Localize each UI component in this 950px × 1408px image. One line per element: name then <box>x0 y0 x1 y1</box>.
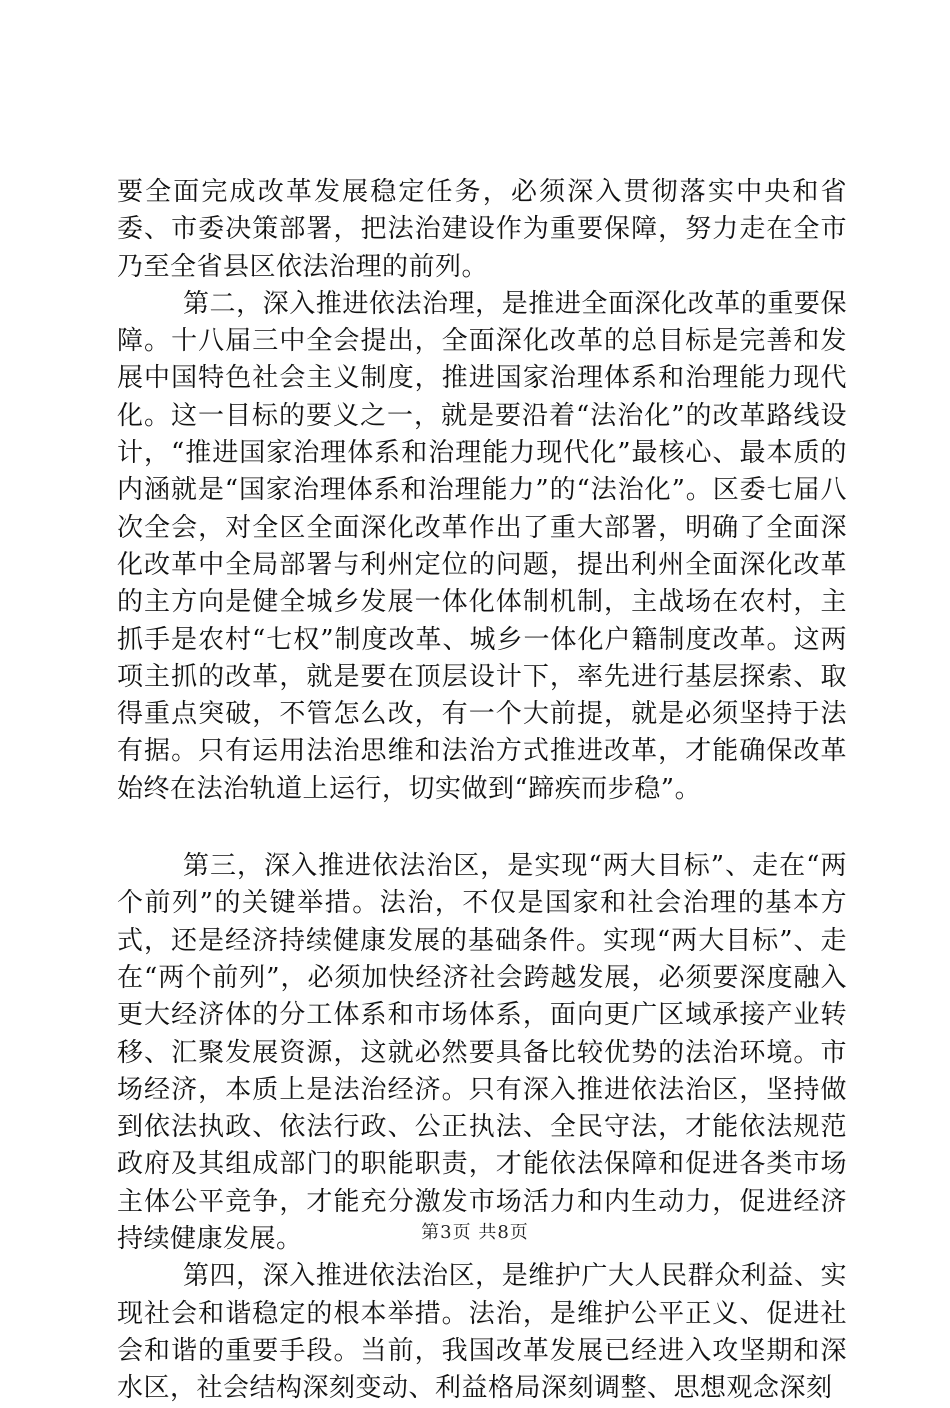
paragraph-continuation: 要全面完成改革发展稳定任务，必须深入贯彻落实中央和省委、市委决策部署，把法治建设作为重要保障，努力走在全市乃至全省县区依法治理的前列。 <box>117 177 847 282</box>
paragraph-third-point: 第三，深入推进依法治区，是实现“两大目标”、走在“两个前列”的关键举措。法治，不仅是国家和社会治理的基本方式，还是经济持续健康发展的基础条件。实现“两大目标”、走在“两个前列”，必须加快经济社会跨越发展，必须要深度融入更大经济体的分工体系和市场体系，面向更广区域承接产业转移、汇聚发展资源，这就必然要具备比较优势的法治环境。市场经济，本质上是法治经济。只有深入推进依法治区，坚持做到依法执政、依法行政、公正执法、全民守法，才能依法规范政府及其组成部门的职能职责，才能依法保障和促进各类市场主体公平竞争，才能充分激发市场活力和内生动力，促进经济持续健康发展。 <box>117 851 847 1255</box>
paragraph-fourth-point: 第四，深入推进依法治区，是维护广大人民群众利益、实现社会和谐稳定的根本举措。法治，是维护公平正义、促进社会和谐的重要手段。当前，我国改革发展已经进入攻坚期和深水区，社会结构深刻变动、利益格局深刻调整、思想观念深刻 <box>117 1261 847 1404</box>
paragraph-second-point: 第二，深入推进依法治理，是推进全面深化改革的重要保障。十八届三中全会提出，全面深化改革的总目标是完善和发展中国特色社会主义制度，推进国家治理体系和治理能力现代化。这一目标的要义之一，就是要沿着“法治化”的改革路线设计，“推进国家治理体系和治理能力现代化”最核心、最本质的内涵就是“国家治理体系和治理能力”的“法治化”。区委七届八次全会，对全区全面深化改革作出了重大部署，明确了全面深化改革中全局部署与利州定位的问题，提出利州全面深化改革的主方向是健全城乡发展一体化体制机制，主战场在农村，主抓手是农村“七权”制度改革、城乡一体化户籍制度改革。这两项主抓的改革，就是要在顶层设计下，率先进行基层探索、取得重点突破，不管怎么改，有一个大前提，就是必须坚持于法有据。只有运用法治思维和法治方式推进改革，才能确保改革始终在法治轨道上运行，切实做到“蹄疾而步稳”。 <box>117 288 847 804</box>
page-number-footer: 第3页 共8页 <box>421 1222 529 1243</box>
